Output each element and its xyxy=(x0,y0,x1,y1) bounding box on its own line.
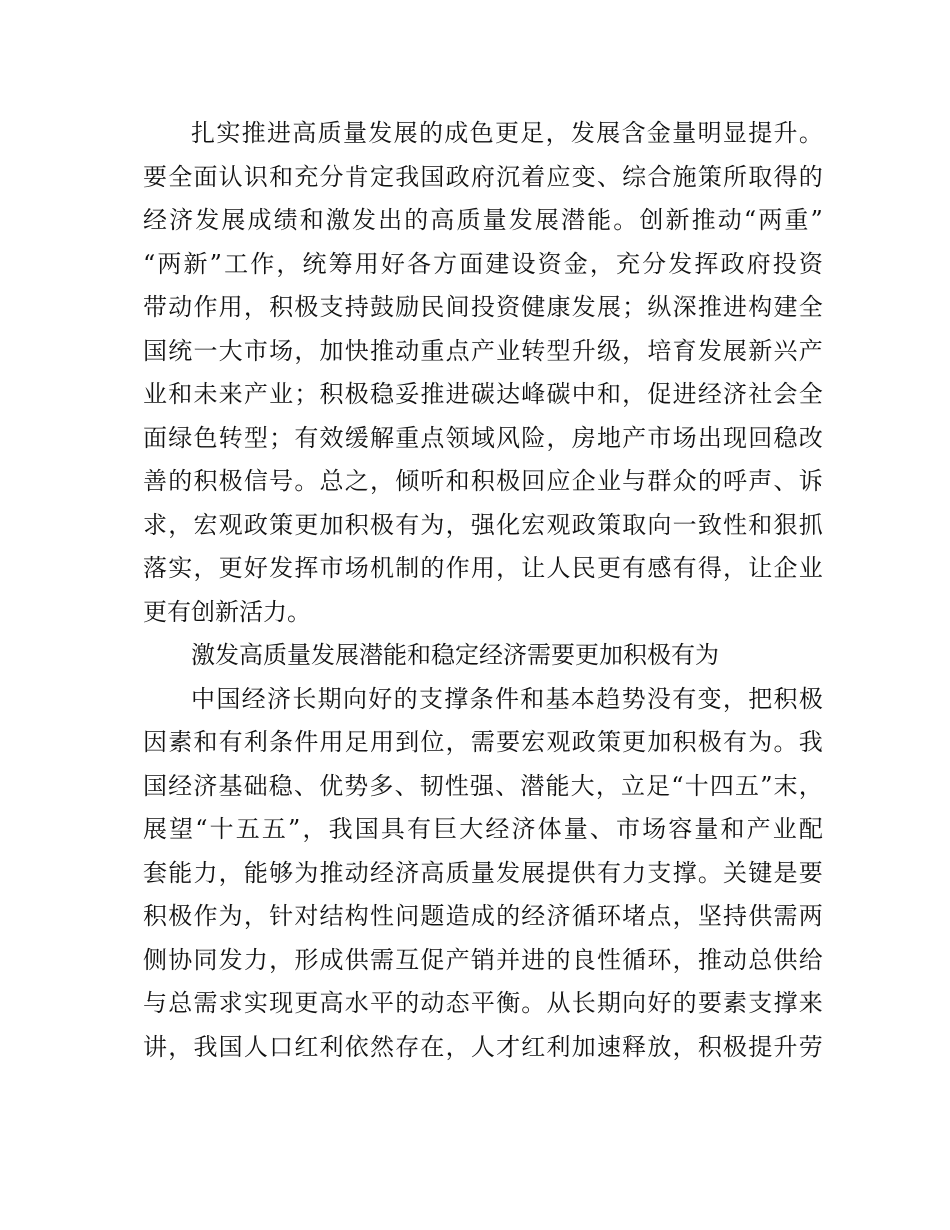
text-line: 激 发 高 质 量 发 展 潜 能 和 稳 定 经 济 需 要 更 加 积 极 有 为 xyxy=(191,641,719,669)
paragraph-2 xyxy=(143,678,823,1070)
text-line: 展 望 “ 十 五 五 ” ， 我 国 具 有 巨 大 经 济 体 量 、 市 场 容 量 和 产 业 配 xyxy=(143,815,823,843)
text-line: 经 济 发 展 成 绩 和 激 发 出 的 高 质 量 发 展 潜 能 。 创 新 推 动 “ 两 重 ” xyxy=(143,206,823,234)
text-line: 落 实 ， 更 好 发 挥 市 场 机 制 的 作 用 ， 让 人 民 更 有 感 有 得 ， 让 企 业 xyxy=(143,554,823,582)
text-line: 带 动 作 用 ， 积 极 支 持 鼓 励 民 间 投 资 健 康 发 展 ； 纵 深 推 进 构 建 全 xyxy=(143,293,823,321)
text-line: 要 全 面 认 识 和 充 分 肯 定 我 国 政 府 沉 着 应 变 、 综 合 施 策 所 取 得 的 xyxy=(143,162,823,191)
text-line: 面 绿 色 转 型 ； 有 效 缓 解 重 点 领 域 风 险 ， 房 地 产 市 场 出 现 回 稳 改 xyxy=(143,423,823,452)
text-line: 中 国 经 济 长 期 向 好 的 支 撑 条 件 和 基 本 趋 势 没 有 变 ， 把 积 极 xyxy=(191,684,823,713)
text-line: 套 能 力 ， 能 够 为 推 动 经 济 高 质 量 发 展 提 供 有 力 支 撑 。 关 键 是 要 xyxy=(143,858,823,887)
section-heading xyxy=(143,634,823,678)
text-line: 侧 协 同 发 力 ， 形 成 供 需 互 促 产 销 并 进 的 良 性 循 环 ， 推 动 总 供 给 xyxy=(143,945,823,974)
text-line: 国 经 济 基 础 稳 、 优 势 多 、 韧 性 强 、 潜 能 大 ， 立 足 “ 十 四 五 ” 末 ， xyxy=(143,771,823,800)
text-line: “ 两 新 ” 工 作 ， 统 筹 用 好 各 方 面 建 设 资 金 ， 充 分 发 挥 政 府 投 资 xyxy=(143,249,823,278)
text-line: 国 统 一 大 市 场 ， 加 快 推 动 重 点 产 业 转 型 升 级 ， 培 育 发 展 新 兴 产 xyxy=(143,336,823,365)
document-body xyxy=(143,112,823,1069)
text-line: 积 极 作 为 ， 针 对 结 构 性 问 题 造 成 的 经 济 循 环 堵 点 ， 坚 持 供 需 两 xyxy=(143,902,823,930)
paragraph-1 xyxy=(143,112,823,634)
text-line: 求 ， 宏 观 政 策 更 加 积 极 有 为 ， 强 化 宏 观 政 策 取 向 一 致 性 和 狠 抓 xyxy=(143,510,823,539)
text-line: 更 有 创 新 活 力 。 xyxy=(143,597,311,626)
text-line: 因 素 和 有 利 条 件 用 足 用 到 位 ， 需 要 宏 观 政 策 更 加 积 极 有 为 。 我 xyxy=(143,728,823,756)
text-line: 讲 ， 我 国 人 口 红 利 依 然 存 在 ， 人 才 红 利 加 速 释 放 ， 积 极 提 升 劳 xyxy=(143,1032,823,1061)
text-line: 业 和 未 来 产 业 ； 积 极 稳 妥 推 进 碳 达 峰 碳 中 和 ， 促 进 经 济 社 会 全 xyxy=(143,380,823,408)
text-line: 扎 实 推 进 高 质 量 发 展 的 成 色 更 足 ， 发 展 含 金 量 明 显 提 升 。 xyxy=(191,119,823,147)
text-line: 与 总 需 求 实 现 更 高 水 平 的 动 态 平 衡 。 从 长 期 向 好 的 要 素 支 撑 来 xyxy=(143,989,823,1017)
text-line: 善 的 积 极 信 号 。 总 之 ， 倾 听 和 积 极 回 应 企 业 与 群 众 的 呼 声 、 诉 xyxy=(143,467,823,495)
